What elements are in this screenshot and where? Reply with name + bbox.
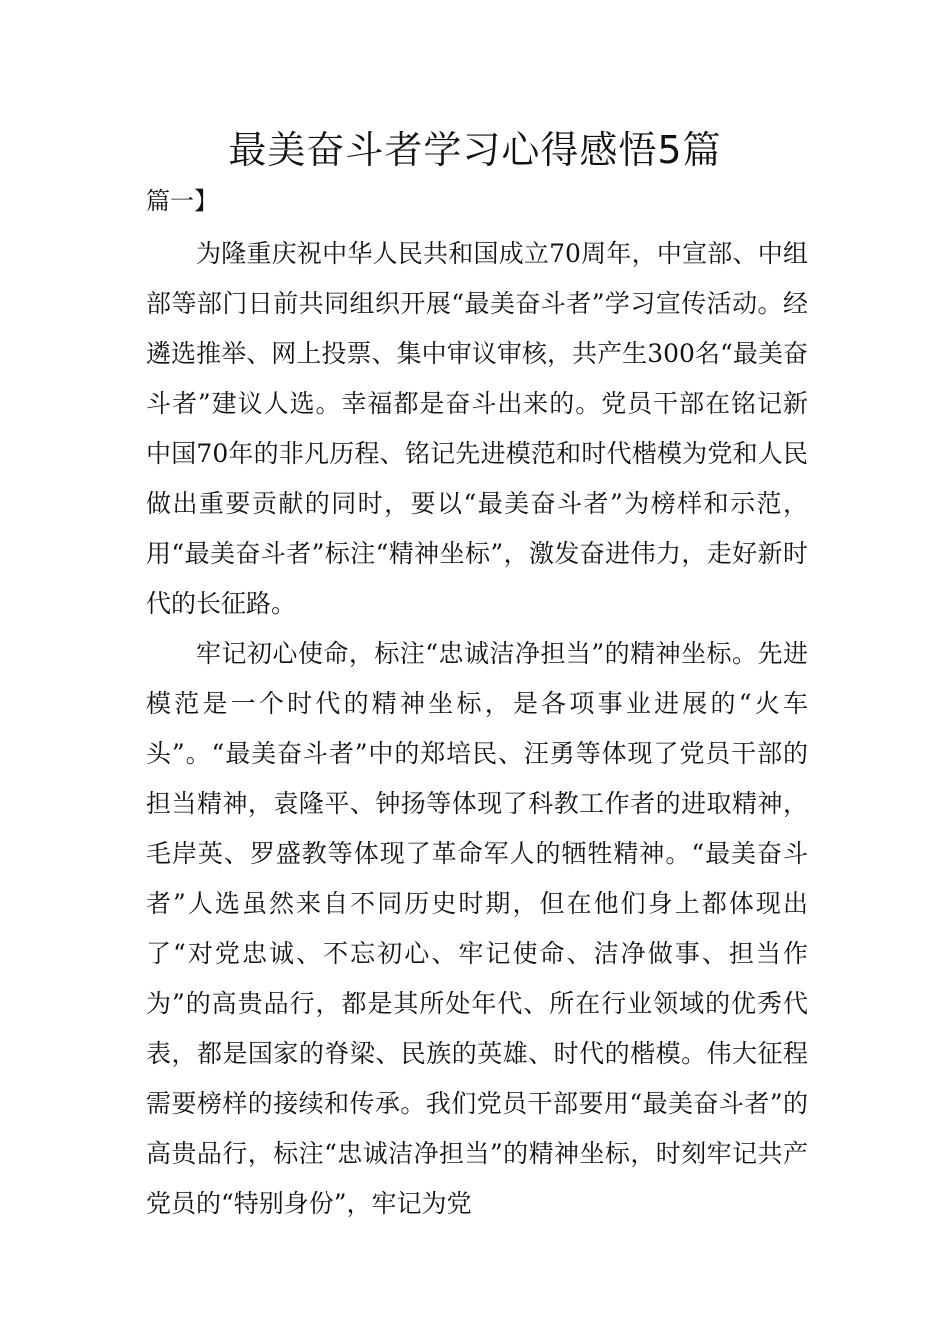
paragraph: 为隆重庆祝中华人民共和国成立70周年，中宣部、中组部等部门日前共同组织开展“最美奋斗者”学习宣传活动。经遴选推举、网上投票、集中审议审核，共产生300名“最美奋斗者”建议人选。幸福都是奋斗出来的。党员干部在铭记新中国70年的非凡历程、铭记先进模范和时代楷模为党和人民做出重要贡献的同时，要以“最美奋斗者”为榜样和示范，用“最美奋斗者”标注“精神坐标”，激发奋进伟力，走好新时代的长征路。 [146,239,808,618]
section-heading: 篇一】 [146,187,218,215]
document-title: 最美奋斗者学习心得感悟5篇 [228,128,722,172]
document-body [146,229,808,1229]
paragraph: 牢记初心使命，标注“忠诚洁净担当”的精神坐标。先进模范是一个时代的精神坐标，是各项事业进展的“火车头”。“最美奋斗者”中的郑培民、汪勇等体现了党员干部的担当精神，袁隆平、钟扬等体现了科教工作者的进取精神，毛岸英、罗盛教等体现了革命军人的牺牲精神。“最美奋斗者”人选虽然来自不同历史时期，但在他们身上都体现出了“对党忠诚、不忘初心、牢记使命、洁净做事、担当作为”的高贵品行，都是其所处年代、所在行业领域的优秀代表，都是国家的脊梁、民族的英雄、时代的楷模。伟大征程需要榜样的接续和传承。我们党员干部要用“最美奋斗者”的高贵品行，标注“忠诚洁净担当”的精神坐标，时刻牢记共产党员的“特别身份”，牢记为党 [146,639,808,1218]
